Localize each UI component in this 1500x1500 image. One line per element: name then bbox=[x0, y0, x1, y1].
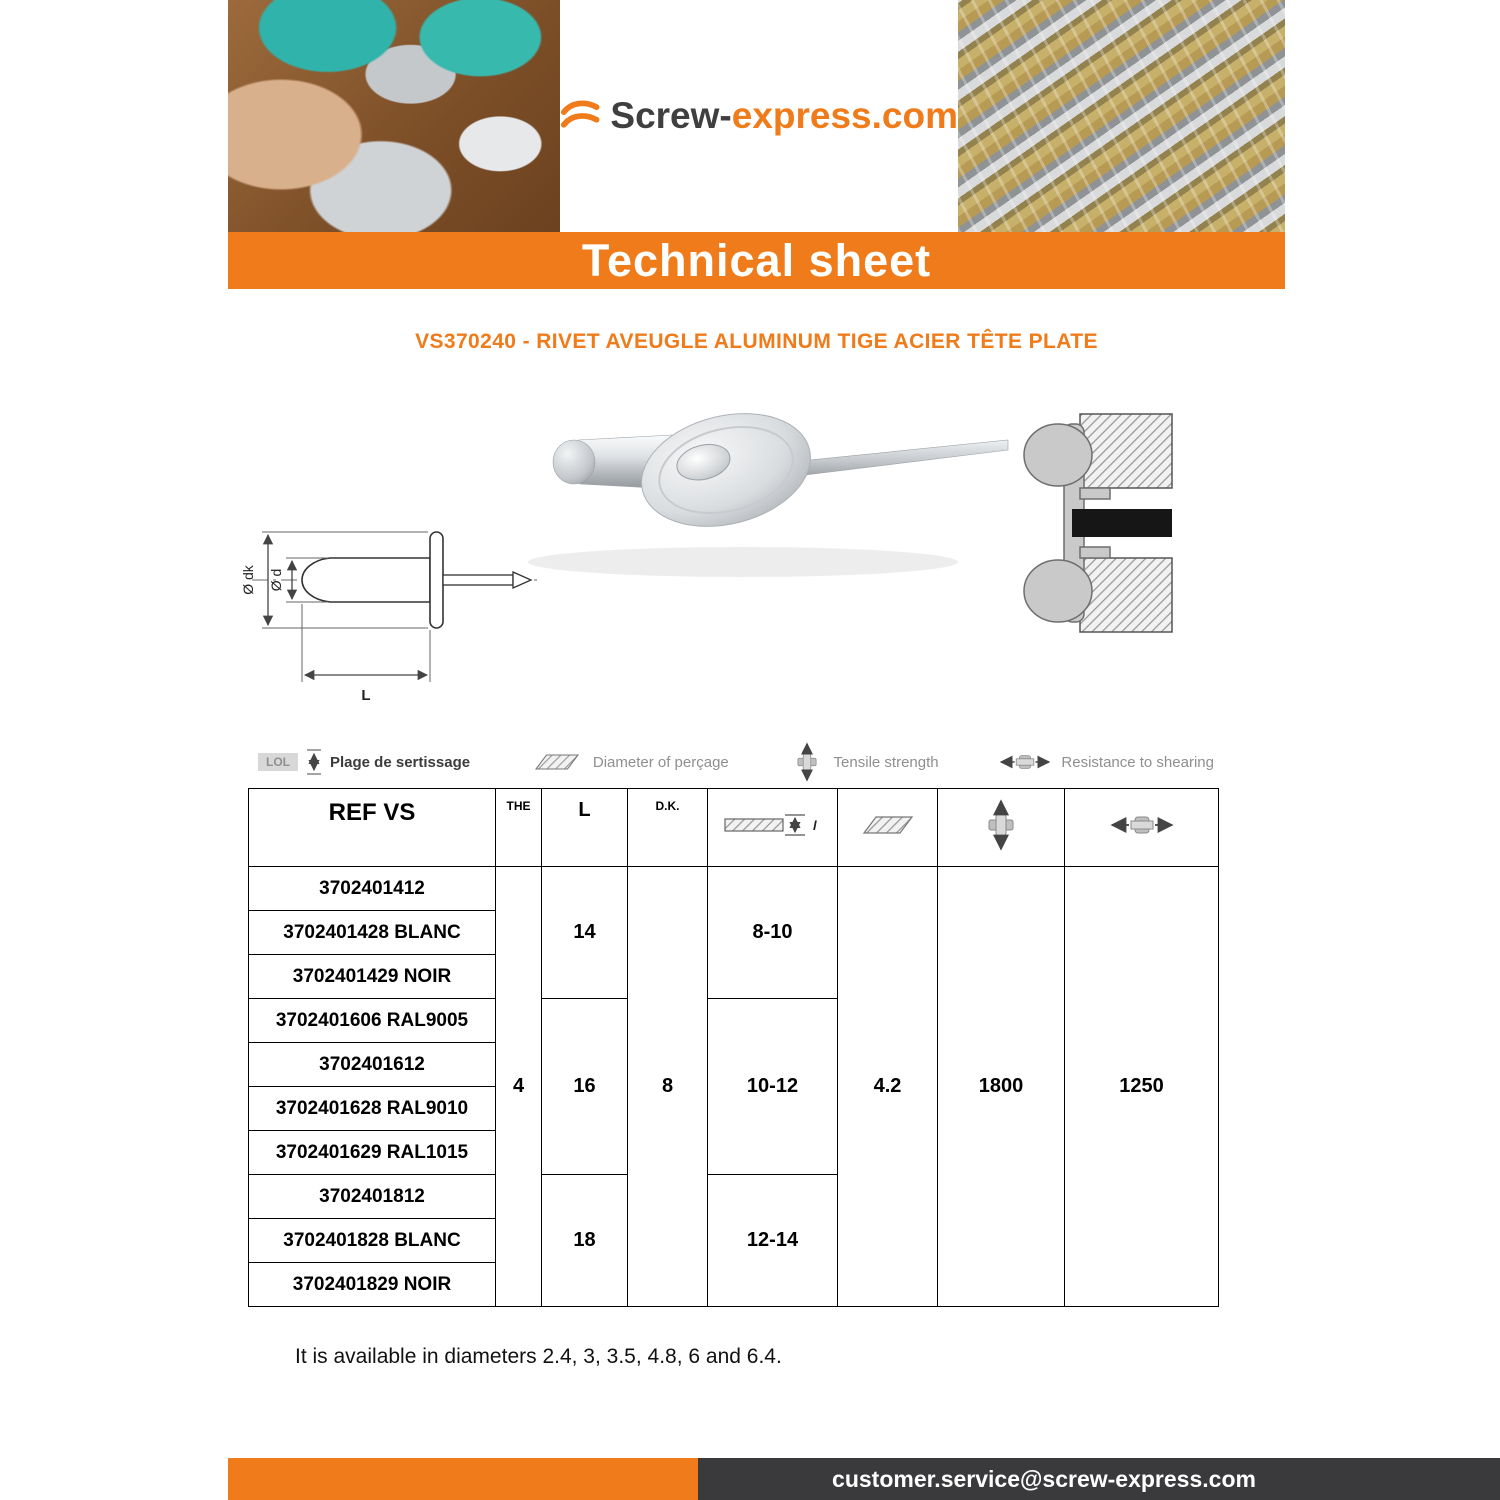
ref-cell: 3702401606 RAL9005 bbox=[249, 999, 496, 1043]
ref-cell: 3702401812 bbox=[249, 1175, 496, 1219]
product-photo bbox=[478, 362, 1023, 687]
logo bbox=[560, 0, 958, 232]
legend-label-drill-diameter: Diameter of perçage bbox=[592, 753, 729, 771]
cross-section-svg bbox=[1018, 408, 1193, 643]
ref-cell: 3702401628 RAL9010 bbox=[249, 1087, 496, 1131]
spec-table-wrap bbox=[248, 788, 1219, 1307]
grip-value-10-12: 10-12 bbox=[708, 999, 838, 1175]
product-photo-svg bbox=[478, 362, 1023, 682]
legend-label-grip-range: Plage de sertissage bbox=[330, 753, 471, 771]
banner-title: Technical sheet bbox=[581, 234, 932, 286]
header-shear bbox=[1065, 789, 1219, 867]
legend-label-shear: Resistance to shearing bbox=[1061, 753, 1214, 771]
ref-cell: 3702401829 NOIR bbox=[249, 1263, 496, 1307]
shear-resistance-icon bbox=[1107, 810, 1177, 840]
header-length: L bbox=[542, 789, 628, 867]
table-row bbox=[249, 867, 1219, 911]
dim-dk-label: Ø dk bbox=[240, 565, 256, 595]
ref-cell: 3702401828 BLANC bbox=[249, 1219, 496, 1263]
drill-diameter-icon bbox=[529, 751, 585, 773]
logo-text bbox=[610, 95, 958, 137]
drill-diameter-icon bbox=[856, 813, 920, 837]
header-tensile bbox=[938, 789, 1065, 867]
legend-item-grip-range bbox=[258, 747, 470, 777]
legend-item-drill-diameter bbox=[529, 751, 729, 773]
availability-note: It is available in diameters 2.4, 3, 3.5, 4.8, 6 and 6.4. bbox=[295, 1345, 782, 1368]
header-grip-range bbox=[708, 789, 838, 867]
spec-table bbox=[248, 788, 1219, 1307]
product-title: VS370240 - RIVET AVEUGLE ALUMINUM TIGE ACIER TÊTE PLATE bbox=[415, 330, 1098, 353]
grip-value-8-10: 8-10 bbox=[708, 867, 838, 999]
ref-cell: 3702401429 NOIR bbox=[249, 955, 496, 999]
grip-range-icon bbox=[723, 810, 823, 840]
ref-cell: 3702401629 RAL1015 bbox=[249, 1131, 496, 1175]
shear-value: 1250 bbox=[1065, 867, 1219, 1307]
table-header-row bbox=[249, 789, 1219, 867]
drill-value: 4.2 bbox=[838, 867, 938, 1307]
legend bbox=[258, 740, 1214, 784]
length-value-18: 18 bbox=[542, 1175, 628, 1307]
header-photo-left bbox=[228, 0, 560, 232]
footer-email[interactable]: customer.service@screw-express.com bbox=[832, 1465, 1256, 1492]
header-drill-diameter bbox=[838, 789, 938, 867]
header-the: THE bbox=[496, 789, 542, 867]
the-value: 4 bbox=[496, 867, 542, 1307]
ref-cell: 3702401412 bbox=[249, 867, 496, 911]
ref-cell: 3702401612 bbox=[249, 1043, 496, 1087]
tensile-value: 1800 bbox=[938, 867, 1065, 1307]
footer bbox=[698, 1458, 1500, 1500]
logo-swoosh-icon bbox=[560, 92, 600, 140]
tensile-strength-icon bbox=[976, 797, 1026, 853]
header-dk: D.K. bbox=[628, 789, 708, 867]
logo-text-dark: Screw- bbox=[610, 95, 732, 136]
logo-text-orange: express.com bbox=[731, 95, 958, 136]
footer-accent-bar bbox=[228, 1458, 698, 1500]
grip-range-tag: LOL bbox=[258, 753, 298, 771]
grip-value-12-14: 12-14 bbox=[708, 1175, 838, 1307]
dim-l-label: L bbox=[361, 687, 371, 704]
tensile-strength-icon bbox=[788, 740, 826, 784]
length-value-14: 14 bbox=[542, 867, 628, 999]
dim-d-label: Ø d bbox=[268, 568, 284, 592]
grip-dim-letter: l bbox=[812, 818, 817, 833]
dk-value: 8 bbox=[628, 867, 708, 1307]
banner bbox=[228, 232, 1285, 289]
shear-resistance-icon bbox=[997, 750, 1053, 774]
legend-item-shear bbox=[997, 750, 1214, 774]
ref-cell: 3702401428 BLANC bbox=[249, 911, 496, 955]
clamp-range-arrow-icon bbox=[306, 747, 322, 777]
header-ref: REF VS bbox=[249, 789, 496, 867]
legend-item-tensile bbox=[788, 740, 939, 784]
legend-label-tensile: Tensile strength bbox=[833, 753, 939, 771]
length-value-16: 16 bbox=[542, 999, 628, 1175]
header-photo-right bbox=[958, 0, 1285, 232]
cross-section-diagram bbox=[1018, 408, 1193, 648]
